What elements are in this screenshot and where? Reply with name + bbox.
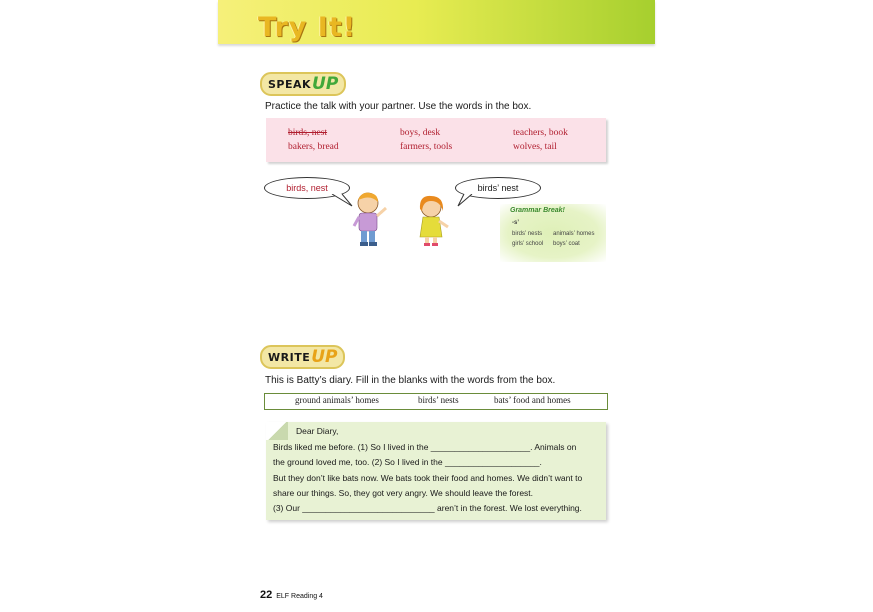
diary-line: share our things. So, they got very angry. We should leave the forest. [273, 488, 534, 498]
diary-line: the ground loved me, too. (2) So I lived in the ____________________. [273, 457, 542, 467]
page-footer [260, 589, 323, 601]
diary-passage [266, 422, 606, 520]
write-instruction: This is Batty’s diary. Fill in the blanks with the words from the box. [265, 375, 556, 386]
grammar-example: animals’ homes [553, 231, 595, 237]
word-box-item: boys, desk [400, 128, 441, 138]
write-word-item: ground animals’ homes [295, 395, 379, 405]
grammar-example: girls’ school [512, 241, 544, 247]
boy-illustration [350, 190, 392, 248]
grammar-example: boys’ coat [553, 241, 580, 247]
girl-illustration [414, 195, 454, 247]
grammar-break-note [500, 204, 606, 262]
grammar-break-symbol: -s’ [512, 220, 520, 226]
diary-page-fold [266, 422, 288, 440]
speech-bubble-left-text: birds, nest [286, 183, 328, 193]
grammar-example: birds’ nests [512, 231, 543, 237]
speak-up-badge-word2: UP [312, 74, 339, 94]
word-box-item: birds, nest [288, 128, 328, 138]
word-box-item: farmers, tools [400, 142, 453, 152]
write-word-item: birds’ nests [418, 395, 459, 405]
page-number: 22 [260, 589, 273, 601]
speak-instruction: Practice the talk with your partner. Use the words in the box. [265, 101, 532, 112]
write-word-item: bats’ food and homes [494, 395, 571, 405]
diary-line: Birds liked me before. (1) So I lived in the _____________________. Animals on [273, 442, 577, 452]
speak-up-badge-word1: SPEAK [268, 77, 312, 91]
write-up-badge-word1: WRITE [268, 350, 311, 364]
page-title: Try It! [258, 12, 357, 43]
book-title: ELF Reading 4 [276, 593, 323, 600]
diary-greeting: Dear Diary, [296, 426, 339, 436]
write-word-box [264, 393, 608, 410]
diary-line: But they don’t like bats now. We bats took their food and homes. We didn’t want to [273, 473, 583, 483]
speak-up-badge [260, 72, 346, 96]
word-box-item: bakers, bread [288, 142, 339, 152]
speech-bubble-right-tail [456, 194, 478, 208]
write-up-badge-word2: UP [311, 347, 338, 367]
word-box-item: wolves, tail [513, 142, 557, 152]
speak-word-box [266, 118, 606, 162]
grammar-break-title: Grammar Break! [510, 207, 565, 214]
speech-bubble-right-text: birds’ nest [477, 183, 519, 193]
write-up-badge [260, 345, 345, 369]
word-box-item: teachers, book [513, 128, 568, 138]
diary-line: (3) Our ____________________________ aren’t in the forest. We lost everything. [273, 503, 582, 513]
